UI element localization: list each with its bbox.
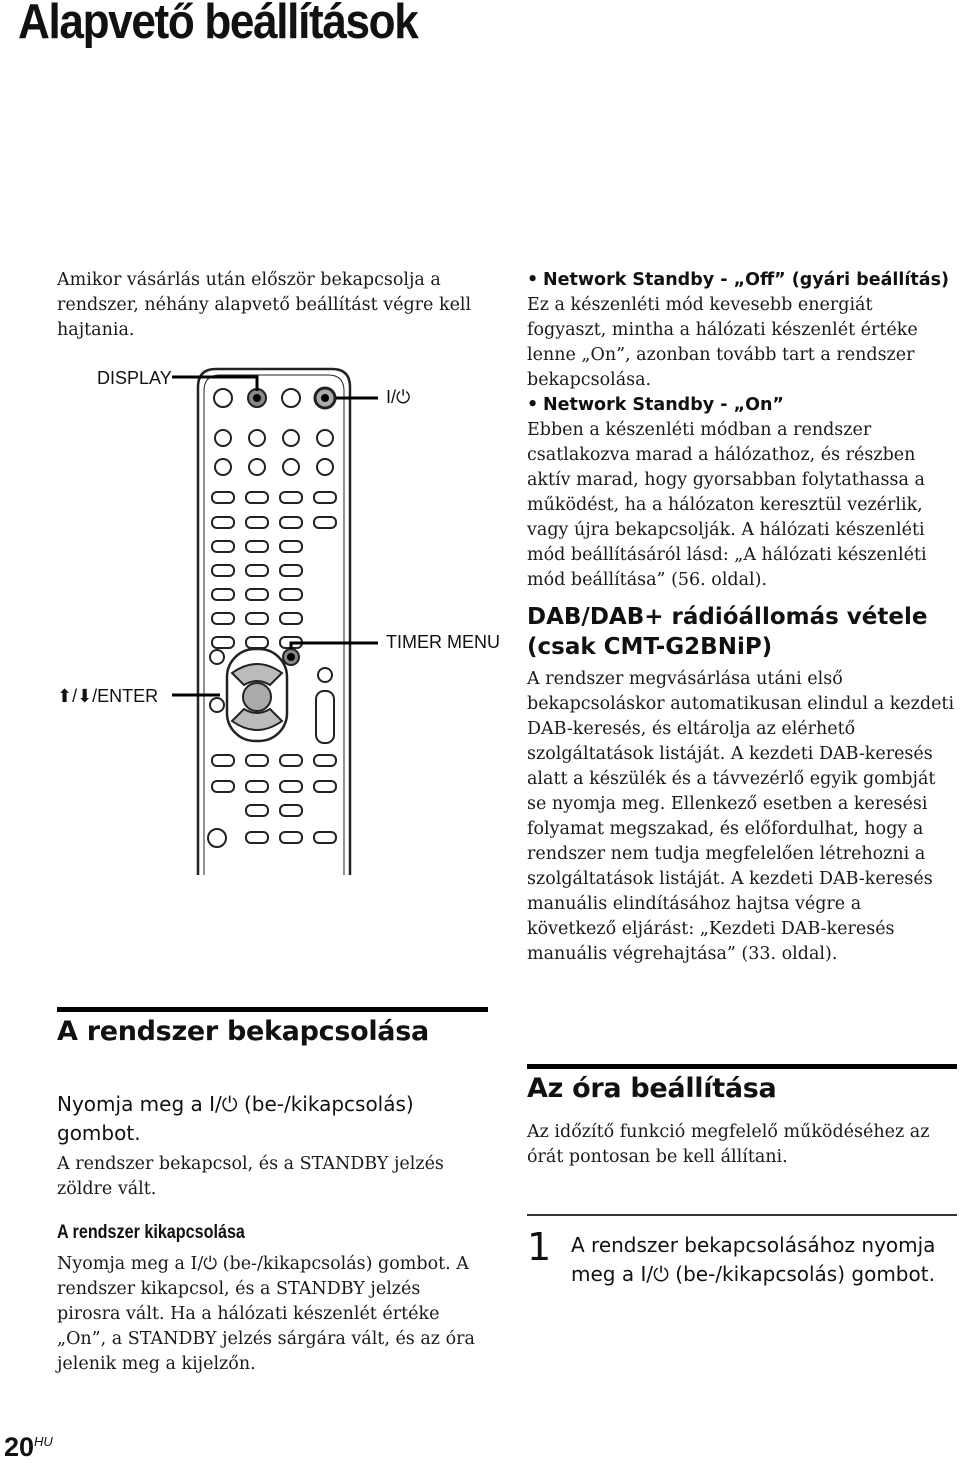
clock-step-text: A rendszer bekapcsolásához nyomja meg a I/⏻ (be-/kikapcsolás) gombot.	[571, 1233, 936, 1286]
clock-title: Az óra beállítása	[527, 1073, 777, 1104]
clock-intro: Az időzítő funkció megfelelő működéséhez az órát pontosan be kell állítani.	[527, 1122, 930, 1167]
power-off-heading: A rendszer kikapcsolása	[57, 1222, 245, 1243]
step-number: 1	[527, 1225, 552, 1269]
bullet-off-title: • Network Standby - „Off” (gyári beállítás)	[527, 268, 955, 293]
power-on-result: A rendszer bekapcsol, és a STANDBY jelzés zöldre vált.	[57, 1154, 444, 1199]
intro-text: Amikor vásárlás után először bekapcsolja a rendszer, néhány alapvető beállítást végre kell hajtania.	[57, 270, 472, 340]
bullet-on-title: • Network Standby - „On”	[527, 393, 955, 418]
remote-control-illustration	[60, 355, 500, 875]
dab-section	[527, 602, 955, 967]
display-label: DISPLAY	[97, 368, 172, 388]
off-description: Ez a készenléti mód kevesebb energiát fogyaszt, mintha a hálózati készenlét értéke lenne „On”, azonban tovább tart a rendszer bekapcsolása.	[527, 295, 918, 390]
timer-menu-label: TIMER MENU	[386, 632, 500, 652]
power-off-text: Nyomja meg a I/⏻ (be-/kikapcsolás) gombot. A rendszer kikapcsol, és a STANDBY jelzés pirosra vált. Ha a hálózati készenlét értéke „On”, a STANDBY jelzés sárgára vált, és az óra jelenik meg a kijelzőn.	[57, 1254, 475, 1374]
step-divider	[527, 1214, 957, 1216]
on-description: Ebben a készenléti módban a rendszer csatlakozva marad a hálózathoz, és részben aktív marad, hogy gyorsabban folytathassa a működést, ha a hálózaton keresztül vezérlik, vagy újra bekapcsolják. A hálózati készenléti mód beállításáról lásd: „A hálózati készenléti mód beállítása” (56. oldal).	[527, 420, 927, 590]
page-title: Alapvető beállítások	[18, 0, 418, 49]
page-lang: HU	[34, 1434, 53, 1449]
section-rule	[57, 1007, 488, 1012]
power-on-instruction: Nyomja meg a I/⏻ (be-/kikapcsolás) gombot.	[57, 1092, 414, 1145]
dab-text: A rendszer megvásárlása utáni első bekapcsoláskor automatikusan elindul a kezdeti DAB-keresés, és eltárolja az elérhető szolgáltatások listáját. A kezdeti DAB-keresés alatt a készülék és a távvezérlő egyik gombját se nyomja meg. Ellenkező esetben a keresési folyamat megszakad, és előfordulhat, hogy a rendszer nem tudja megfelelően létrehozni a szolgáltatások listáját. A kezdeti DAB-keresés manuális elindításához hajtsa végre a következő eljárást: „Kezdeti DAB-keresés manuális végrehajtása” (33. oldal).	[527, 669, 955, 964]
power-label: I/⏻	[386, 387, 411, 407]
dab-heading: DAB/DAB+ rádióállomás vétele (csak CMT-G2BNiP)	[527, 604, 928, 660]
power-on-title: A rendszer bekapcsolása	[57, 1016, 429, 1047]
network-standby-section	[527, 268, 955, 593]
bullet-icon: •	[527, 270, 539, 290]
page-number: $20^{HU}$	[4, 1432, 53, 1462]
section-rule	[527, 1064, 957, 1069]
enter-label: ⬆/⬇/ENTER	[57, 686, 159, 706]
bullet-icon: •	[527, 395, 539, 415]
